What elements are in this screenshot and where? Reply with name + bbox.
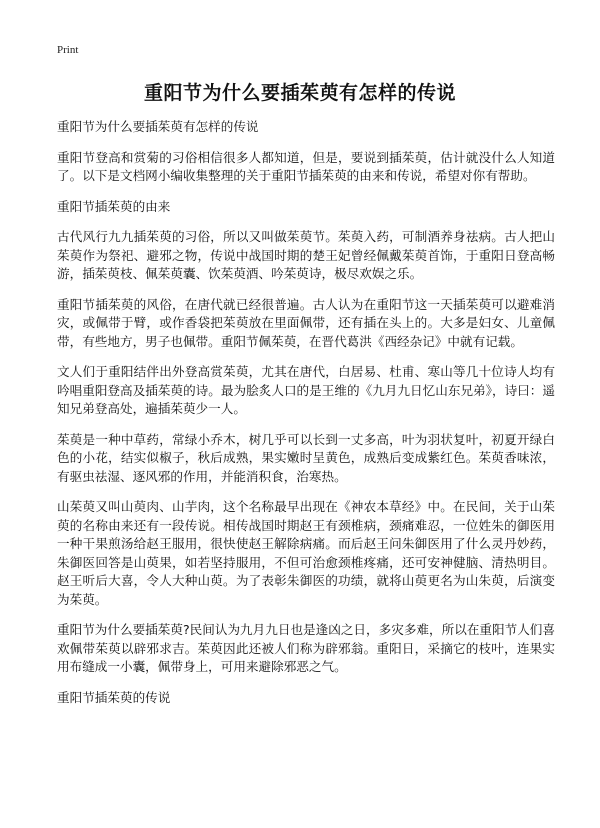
origin-paragraph-1: 古代风行九九插茱萸的习俗，所以又叫做茱萸节。茱萸入药，可制酒养身祛病。古人把山茱萸作为祭祀、避邪之物，传说中战国时期的楚王妃曾经佩戴茱萸首饰，于重阳日登高畅游，插茱萸枝、佩茱萸囊、饮茱萸酒、吟茱萸诗，极尽欢娱之乐。 <box>57 229 555 281</box>
intro-paragraph: 重阳节登高和赏菊的习俗相信很多人都知道，但是，要说到插茱萸，估计就没什么人知道了。以下是文档网小编收集整理的关于重阳节插茱萸的由来和传说，希望对你有帮助。 <box>57 149 555 183</box>
origin-paragraph-3: 文人们于重阳结伴出外登高赏茱萸，尤其在唐代，白居易、杜甫、寒山等几十位诗人均有吟唱重阳登高及插茱萸的诗。最为脍炙人口的是王维的《九月九日忆山东兄弟》，诗曰：遥知兄弟登高处，遍插茱萸少一人。 <box>57 364 555 416</box>
article-body <box>57 118 555 719</box>
print-link[interactable]: Print <box>57 44 79 56</box>
page-title: 重阳节为什么要插茱萸有怎样的传说 <box>143 82 456 104</box>
origin-paragraph-2: 重阳节插茱萸的风俗，在唐代就已经很普遍。古人认为在重阳节这一天插茱萸可以避难消灾，或佩带于臂，或作香袋把茱萸放在里面佩带，还有插在头上的。大多是妇女、儿童佩带，有些地方，男子也佩带。重阳节佩茱萸，在晋代葛洪《西经杂记》中就有记载。 <box>57 296 555 349</box>
subtitle-heading: 重阳节为什么要插茱萸有怎样的传说 <box>57 119 259 134</box>
origin-paragraph-5: 山茱萸又叫山萸肉、山芋肉，这个名称最早出现在《神农本草经》中。在民间，关于山茱萸的名称由来还有一段传说。相传战国时期赵王有颈椎病，颈痛难忍，一位姓朱的御医用一种干果煎汤给赵王服用，很快使赵王解除病痛。而后赵王问朱御医用了什么灵丹妙药，朱御医回答是山萸果，如若坚持服用，不但可治愈颈椎疼痛，还可安神健脑、清热明目。赵王听后大喜，令人大种山萸。为了表彰朱御医的功绩，就将山萸更名为山朱萸，后演变为茱萸。 <box>57 499 555 607</box>
origin-heading: 重阳节插茱萸的由来 <box>57 198 171 214</box>
origin-paragraph-4: 茱萸是一种中草药，常绿小乔木，树几乎可以长到一丈多高，叶为羽状复叶，初夏开绿白色的小花，结实似椒子，秋后成熟，果实嫩时呈黄色，成熟后变成紫红色。茱萸香味浓，有驱虫祛湿、逐风邪的作用，并能消积食，治寒热。 <box>57 431 555 484</box>
origin-paragraph-6: 重阳节为什么要插茱萸?民间认为九月九日也是逢凶之日，多灾多难，所以在重阳节人们喜欢佩带茱萸以辟邪求吉。茱萸因此还被人们称为辟邪翁。重阳日，采摘它的枝叶，连果实用布缝成一小囊，佩带身上，可用来避除邪恶之气。 <box>57 622 555 674</box>
legend-heading: 重阳节插茱萸的传说 <box>57 689 171 705</box>
